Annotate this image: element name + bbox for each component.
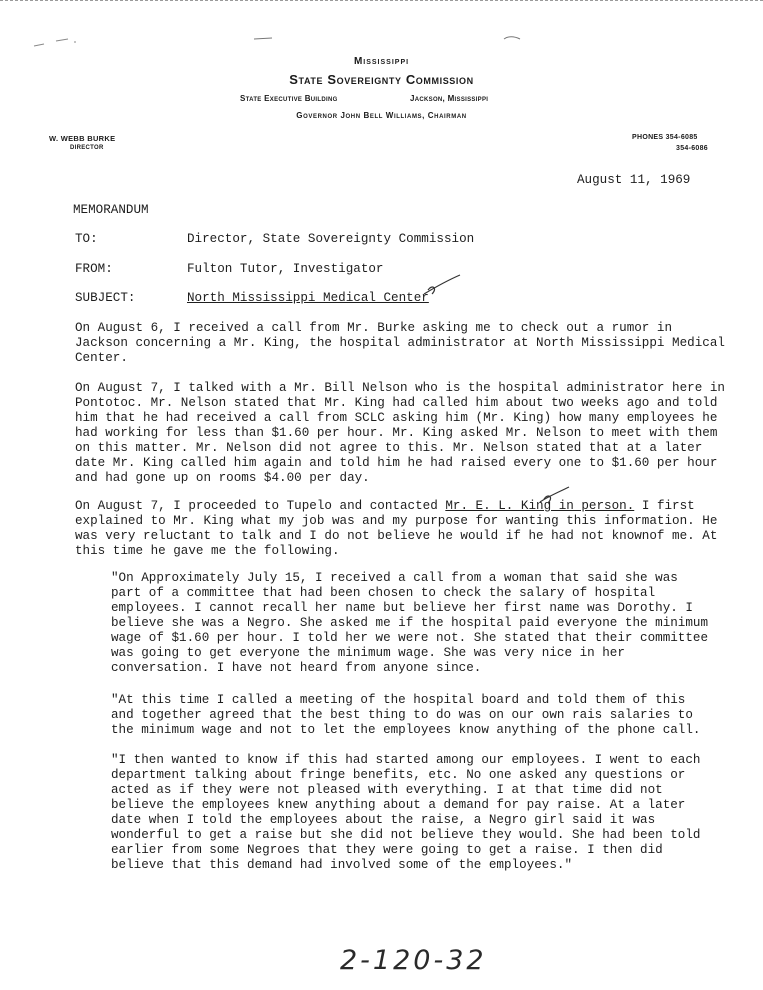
scan-speck [250,34,280,42]
phones-line-2: 354-6086 [676,145,708,152]
subject-label: SUBJECT: [75,291,136,305]
phones-line-1: PHONES 354-6085 [632,134,698,141]
memo-heading: MEMORANDUM [73,203,149,217]
page-top-border [0,0,763,7]
from-label: FROM: [75,262,113,276]
quote-paragraph-1: "On Approximately July 15, I received a call from a woman that said she was part of a committee that had been chosen to check the salary of hospital employees. I cannot recall her name but believe her first name was Dorothy. I believe she was a Negro. She asked me if the hospital paid everyone the minimum wage of $1.60 per hour. I told her we were not. She stated that their committee was going to get everyone the minimum wage. She was very nice in her conversation. I have not heard from anyone since. [111,571,709,675]
memo-date: August 11, 1969 [577,173,691,187]
paragraph-1: On August 6, I received a call from Mr. Burke asking me to check out a rumor in Jackson concerning a Mr. King, the hospital administrator at North Mississippi Medical Center. [75,321,725,365]
letterhead-building: State Executive Building [240,94,338,103]
check-mark-subject [420,272,464,300]
check-mark-king [537,484,573,508]
paragraph-3 [75,499,725,559]
to-label: TO: [75,232,98,246]
handwritten-file-number: 2-120-32 [340,945,487,976]
paragraph-2: On August 7, I talked with a Mr. Bill Nelson who is the hospital administrator here in Pontotoc. Mr. Nelson stated that Mr. King had called him about two weeks ago and told him that he had received a call from SCLC asking him (Mr. King) how many employees he had working for less than $1.60 per hour. Mr. King asked Mr. Nelson to meet with them on this matter. Mr. Nelson did not agree to this. Mr. Nelson stated that at a later date Mr. King called him again and told him he had raised every one to $1.60 per hour and had gone up on rooms $4.00 per day. [75,381,725,485]
paragraph-3-end: I first explained to Mr. King what my job was and my purpose for wanting this information. He was very reluctant to talk and I do not believe he would if he had not knownof me. At this time he gave me the following. [75,499,718,558]
paragraph-3-underlined: Mr. E. L. King in person. [445,499,635,513]
paragraph-3-start: On August 7, I proceeded to Tupelo and contacted [75,499,446,513]
letterhead-city: Jackson, Mississippi [410,94,489,103]
letterhead-state: Mississippi [353,56,410,67]
to-value: Director, State Sovereignty Commission [187,232,475,246]
quote-paragraph-2: "At this time I called a meeting of the hospital board and told them of this and together agreed that the best thing to do was on our own rais salaries to the minimum wage and not to let the employees know anything of the phone call. [111,693,701,737]
scan-speck [30,36,80,50]
letterhead-commission: State Sovereignty Commission [289,72,474,87]
letterhead-governor: Governor John Bell Williams, Chairman [296,111,467,120]
from-value: Fulton Tutor, Investigator [187,262,384,276]
director-title: DIRECTOR [70,145,104,151]
quote-paragraph-3: "I then wanted to know if this had started among our employees. I went to each department talking about fringe benefits, etc. No one asked any questions or acted as if they were not pleased with everything. I at that time did not believe the employees knew anything about a demand for pay raise. At a later date when I told the employees about the raise, a Negro girl said it was wonderful to get a raise but she did not believe they would. She had been told earlier from some Negroes that they were going to get a raise. I then did believe that this demand had involved some of the employees." [111,753,701,872]
scan-speck [500,34,524,42]
subject-value: North Mississippi Medical Center [187,291,429,305]
director-name: W. WEBB BURKE [49,134,116,143]
